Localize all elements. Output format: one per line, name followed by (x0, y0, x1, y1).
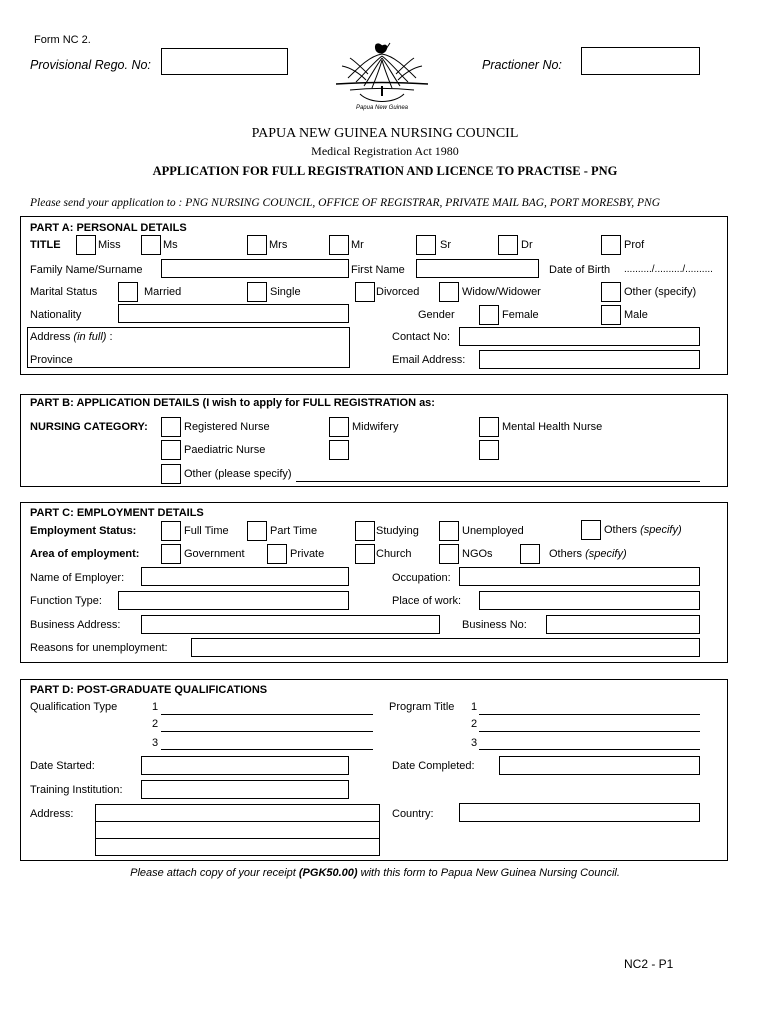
send-instruction: Please send your application to : PNG NURSING COUNCIL, OFFICE OF REGISTRAR, PRIVATE MAIL BAG, PORT MORESBY, PNG (30, 197, 660, 209)
title-ms-label: Ms (163, 239, 178, 251)
title-sr-checkbox[interactable] (416, 235, 436, 255)
private-label: Private (290, 548, 325, 560)
date-started-label: Date Started: (30, 760, 95, 772)
studying-label: Studying (376, 525, 419, 537)
studying-checkbox[interactable] (355, 521, 375, 541)
address-d-field-3[interactable] (95, 838, 380, 856)
date-completed-label: Date Completed: (392, 760, 475, 772)
page-number: NC2 - P1 (624, 957, 674, 971)
program-line-2[interactable] (479, 731, 700, 732)
unemployed-checkbox[interactable] (439, 521, 459, 541)
occupation-label: Occupation: (392, 572, 451, 584)
title-sr-label: Sr (440, 239, 451, 251)
emblem-caption: Papua New Guinea (355, 105, 409, 111)
dob-label: Date of Birth (549, 264, 611, 276)
program-line-1[interactable] (479, 714, 700, 715)
prog-num-2: 2 (471, 718, 478, 730)
paediatric-label: Paediatric Nurse (184, 444, 266, 456)
qualification-line-3[interactable] (161, 749, 373, 750)
receipt-note-post: with this form to Papua New Guinea Nursing Council. (360, 867, 620, 879)
area-employment-label: Area of employment: (30, 548, 140, 560)
widow-checkbox[interactable] (439, 282, 459, 302)
title-mr-label: Mr (351, 239, 364, 251)
business-no-label: Business No: (462, 619, 527, 631)
employer-field[interactable] (141, 567, 349, 586)
first-name-field[interactable] (416, 259, 539, 278)
single-checkbox[interactable] (247, 282, 267, 302)
reasons-unemployment-field[interactable] (191, 638, 700, 657)
widow-label: Widow/Widower (462, 286, 541, 298)
midwifery-label: Midwifery (352, 421, 399, 433)
email-field[interactable] (479, 350, 700, 369)
function-type-field[interactable] (118, 591, 349, 610)
receipt-note (0, 867, 750, 880)
part-time-checkbox[interactable] (247, 521, 267, 541)
married-checkbox[interactable] (118, 282, 138, 302)
marital-status-label: Marital Status (30, 286, 98, 298)
full-time-checkbox[interactable] (161, 521, 181, 541)
other-marital-checkbox[interactable] (601, 282, 621, 302)
address-label (30, 331, 113, 344)
title-dr-checkbox[interactable] (498, 235, 518, 255)
title-dr-label: Dr (521, 239, 533, 251)
full-time-label: Full Time (184, 525, 229, 537)
government-checkbox[interactable] (161, 544, 181, 564)
registered-nurse-label: Registered Nurse (184, 421, 270, 433)
other-category-line[interactable] (296, 481, 700, 482)
contact-label: Contact No: (392, 331, 451, 343)
blank-category-checkbox-1[interactable] (329, 440, 349, 460)
midwifery-checkbox[interactable] (329, 417, 349, 437)
other-category-label: Other (please specify) (184, 468, 292, 480)
first-name-label: First Name (351, 264, 405, 276)
title-prof-label: Prof (624, 239, 645, 251)
date-started-field[interactable] (141, 756, 349, 775)
male-checkbox[interactable] (601, 305, 621, 325)
single-label: Single (270, 286, 301, 298)
unemployed-label: Unemployed (462, 525, 524, 537)
registered-nurse-checkbox[interactable] (161, 417, 181, 437)
male-label: Male (624, 309, 648, 321)
contact-field[interactable] (459, 327, 700, 346)
others-status-specify: (specify) (640, 524, 682, 536)
date-completed-field[interactable] (499, 756, 700, 775)
program-title-label: Program Title (389, 701, 455, 713)
title-miss-checkbox[interactable] (76, 235, 96, 255)
png-emblem-icon (330, 38, 434, 114)
business-address-field[interactable] (141, 615, 440, 634)
others-status-label (604, 524, 682, 537)
ngos-checkbox[interactable] (439, 544, 459, 564)
place-of-work-field[interactable] (479, 591, 700, 610)
practitioner-no-label: Practioner No: (482, 58, 562, 72)
address-d-field-1[interactable] (95, 804, 380, 822)
divorced-label: Divorced (376, 286, 420, 298)
mental-health-checkbox[interactable] (479, 417, 499, 437)
employer-label: Name of Employer: (30, 572, 125, 584)
others-area-specify: (specify) (585, 548, 627, 560)
gender-label: Gender (418, 309, 455, 321)
divorced-checkbox[interactable] (355, 282, 375, 302)
government-label: Government (184, 548, 245, 560)
title-prof-checkbox[interactable] (601, 235, 621, 255)
others-area-checkbox[interactable] (520, 544, 540, 564)
address-colon: : (106, 331, 113, 343)
others-area-label (549, 548, 627, 561)
paediatric-checkbox[interactable] (161, 440, 181, 460)
ngos-label: NGOs (462, 548, 493, 560)
others-status-checkbox[interactable] (581, 520, 601, 540)
province-label: Province (30, 354, 73, 366)
other-category-checkbox[interactable] (161, 464, 181, 484)
act-name: Medical Registration Act 1980 (311, 144, 459, 158)
function-type-label: Function Type: (30, 595, 102, 607)
part-d-heading: PART D: POST-GRADUATE QUALIFICATIONS (30, 684, 268, 696)
part-a-heading: PART A: PERSONAL DETAILS (30, 222, 187, 234)
dob-field[interactable]: ........../........../.......... (624, 264, 713, 275)
qual-num-3: 3 (152, 737, 159, 749)
qual-num-2: 2 (152, 718, 159, 730)
receipt-note-pre: Please attach copy of your receipt (130, 867, 296, 879)
church-label: Church (376, 548, 412, 560)
other-marital-label: Other (specify) (624, 286, 697, 298)
others-status-text: Others (604, 524, 638, 536)
country-label: Country: (392, 808, 434, 820)
private-checkbox[interactable] (267, 544, 287, 564)
part-time-label: Part Time (270, 525, 318, 537)
qualification-line-2[interactable] (161, 731, 373, 732)
female-label: Female (502, 309, 539, 321)
email-label: Email Address: (392, 354, 466, 366)
prog-num-3: 3 (471, 737, 478, 749)
part-b-heading: PART B: APPLICATION DETAILS (I wish to apply for FULL REGISTRATION as: (30, 397, 435, 409)
address-label-text: Address (30, 331, 71, 343)
business-no-field[interactable] (546, 615, 700, 634)
form-number: Form NC 2. (34, 34, 91, 46)
qual-num-1: 1 (152, 701, 159, 713)
title-mrs-label: Mrs (269, 239, 288, 251)
church-checkbox[interactable] (355, 544, 375, 564)
training-institution-field[interactable] (141, 780, 349, 799)
occupation-field[interactable] (459, 567, 700, 586)
title-ms-checkbox[interactable] (141, 235, 161, 255)
nursing-category-label: NURSING CATEGORY: (30, 421, 148, 433)
married-label: Married (144, 286, 182, 298)
reasons-unemployment-label: Reasons for unemployment: (30, 642, 168, 654)
female-checkbox[interactable] (479, 305, 499, 325)
country-field[interactable] (459, 803, 700, 822)
title-label: TITLE (30, 239, 61, 251)
address-d-label: Address: (30, 808, 74, 820)
nationality-field[interactable] (118, 304, 349, 323)
family-name-field[interactable] (161, 259, 349, 278)
mental-health-label: Mental Health Nurse (502, 421, 603, 433)
family-name-label: Family Name/Surname (30, 264, 143, 276)
qualification-type-label: Qualification Type (30, 701, 118, 713)
title-miss-label: Miss (98, 239, 121, 251)
council-name: PAPUA NEW GUINEA NURSING COUNCIL (251, 126, 519, 141)
part-c-heading: PART C: EMPLOYMENT DETAILS (30, 507, 204, 519)
program-line-3[interactable] (479, 749, 700, 750)
title-mr-checkbox[interactable] (329, 235, 349, 255)
practitioner-no-field[interactable] (581, 47, 700, 75)
training-institution-label: Training Institution: (30, 784, 123, 796)
page-title: APPLICATION FOR FULL REGISTRATION AND LICENCE TO PRACTISE - PNG (152, 164, 618, 178)
provisional-rego-field[interactable] (161, 48, 288, 75)
employment-status-label: Employment Status: (30, 525, 137, 537)
address-d-field-2[interactable] (95, 821, 380, 839)
nationality-label: Nationality (30, 309, 82, 321)
in-full-text: (in full) (73, 331, 107, 343)
business-address-label: Business Address: (30, 619, 121, 631)
others-area-text: Others (549, 548, 583, 560)
provisional-rego-label: Provisional Rego. No: (30, 58, 151, 72)
blank-category-checkbox-2[interactable] (479, 440, 499, 460)
place-of-work-label: Place of work: (392, 595, 462, 607)
qualification-line-1[interactable] (161, 714, 373, 715)
receipt-amount: (PGK50.00) (298, 867, 358, 879)
title-mrs-checkbox[interactable] (247, 235, 267, 255)
prog-num-1: 1 (471, 701, 478, 713)
